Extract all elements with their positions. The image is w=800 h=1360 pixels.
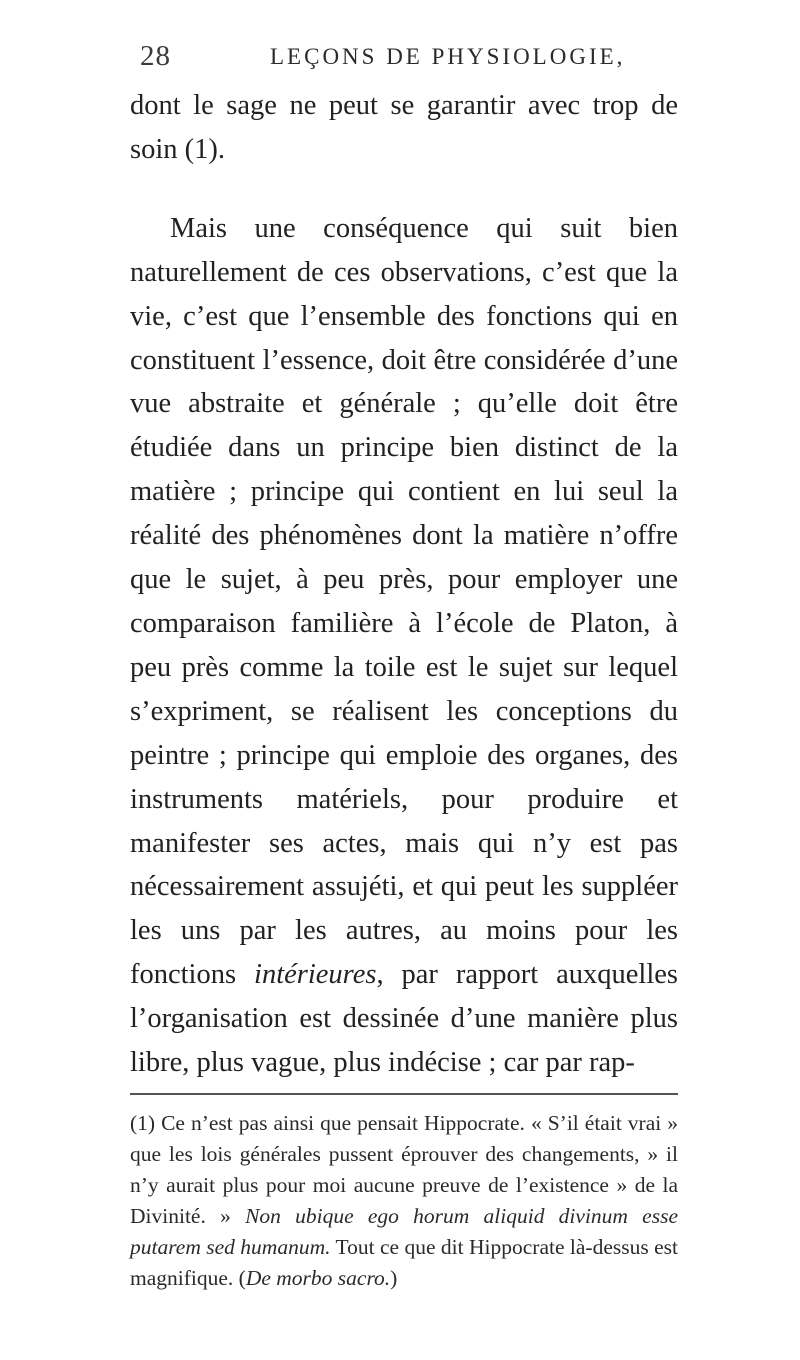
paragraph-main (130, 207, 678, 1085)
paragraph-continuation: dont le sage ne peut se garantir avec trop de soin (1). (130, 90, 678, 165)
page-number: 28 (140, 40, 171, 72)
running-title: LEÇONS DE PHYSIOLOGIE, (270, 44, 626, 69)
body-text (130, 84, 678, 1085)
footnote-text-middle: Tout ce que dit Hippocrate là-dessus est magnifique. ( (130, 1235, 679, 1290)
paragraph-main-end: , par rapport auxquelles l’organisation est dessinée d’une manière plus libre, plus vague, plus indécise ; car par rap- (130, 959, 678, 1079)
page-header (130, 40, 670, 80)
footnote-latin-quote: Non ubique ego horum aliquid divinum esse putarem sed humanum. (130, 1204, 678, 1259)
footnote-source: De morbo sacro. (245, 1266, 391, 1290)
paragraph-main-start: Mais une conséquence qui suit bien naturellement de ces observations, c’est que la vie, c’est que l’ensemble des fonctions qui en constituent l’essence, doit être considérée d’une vue abstraite et générale ; qu’elle doit être étudiée dans un principe bien distinct de la matière ; principe qui contient en lui seul la réalité des phénomènes dont la matière n’offre que le sujet, à peu près, pour employer une comparaison familière à l’école de Platon, à peu près comme la toile est le sujet sur lequel s’expriment, se réalisent les conceptions du peintre ; principe qui emploie des organes, des instruments matériels, pour produire et manifester ses actes, mais qui n’y est pas nécessairement assujéti, et qui peut les suppléer les uns par les autres, au moins pour les fonctions (130, 212, 678, 991)
italic-term: intérieures (254, 959, 377, 991)
footnote (130, 1108, 678, 1294)
footnote-separator (130, 1093, 678, 1095)
footnote-text-start: (1) Ce n’est pas ainsi que pensait Hippocrate. « S’il était vrai » que les lois générales pussent éprouver des changements, » il n’y aurait plus pour moi aucune preuve de l’existence » de la Divinité. » (130, 1111, 678, 1228)
footnote-text-end: ) (390, 1266, 398, 1290)
